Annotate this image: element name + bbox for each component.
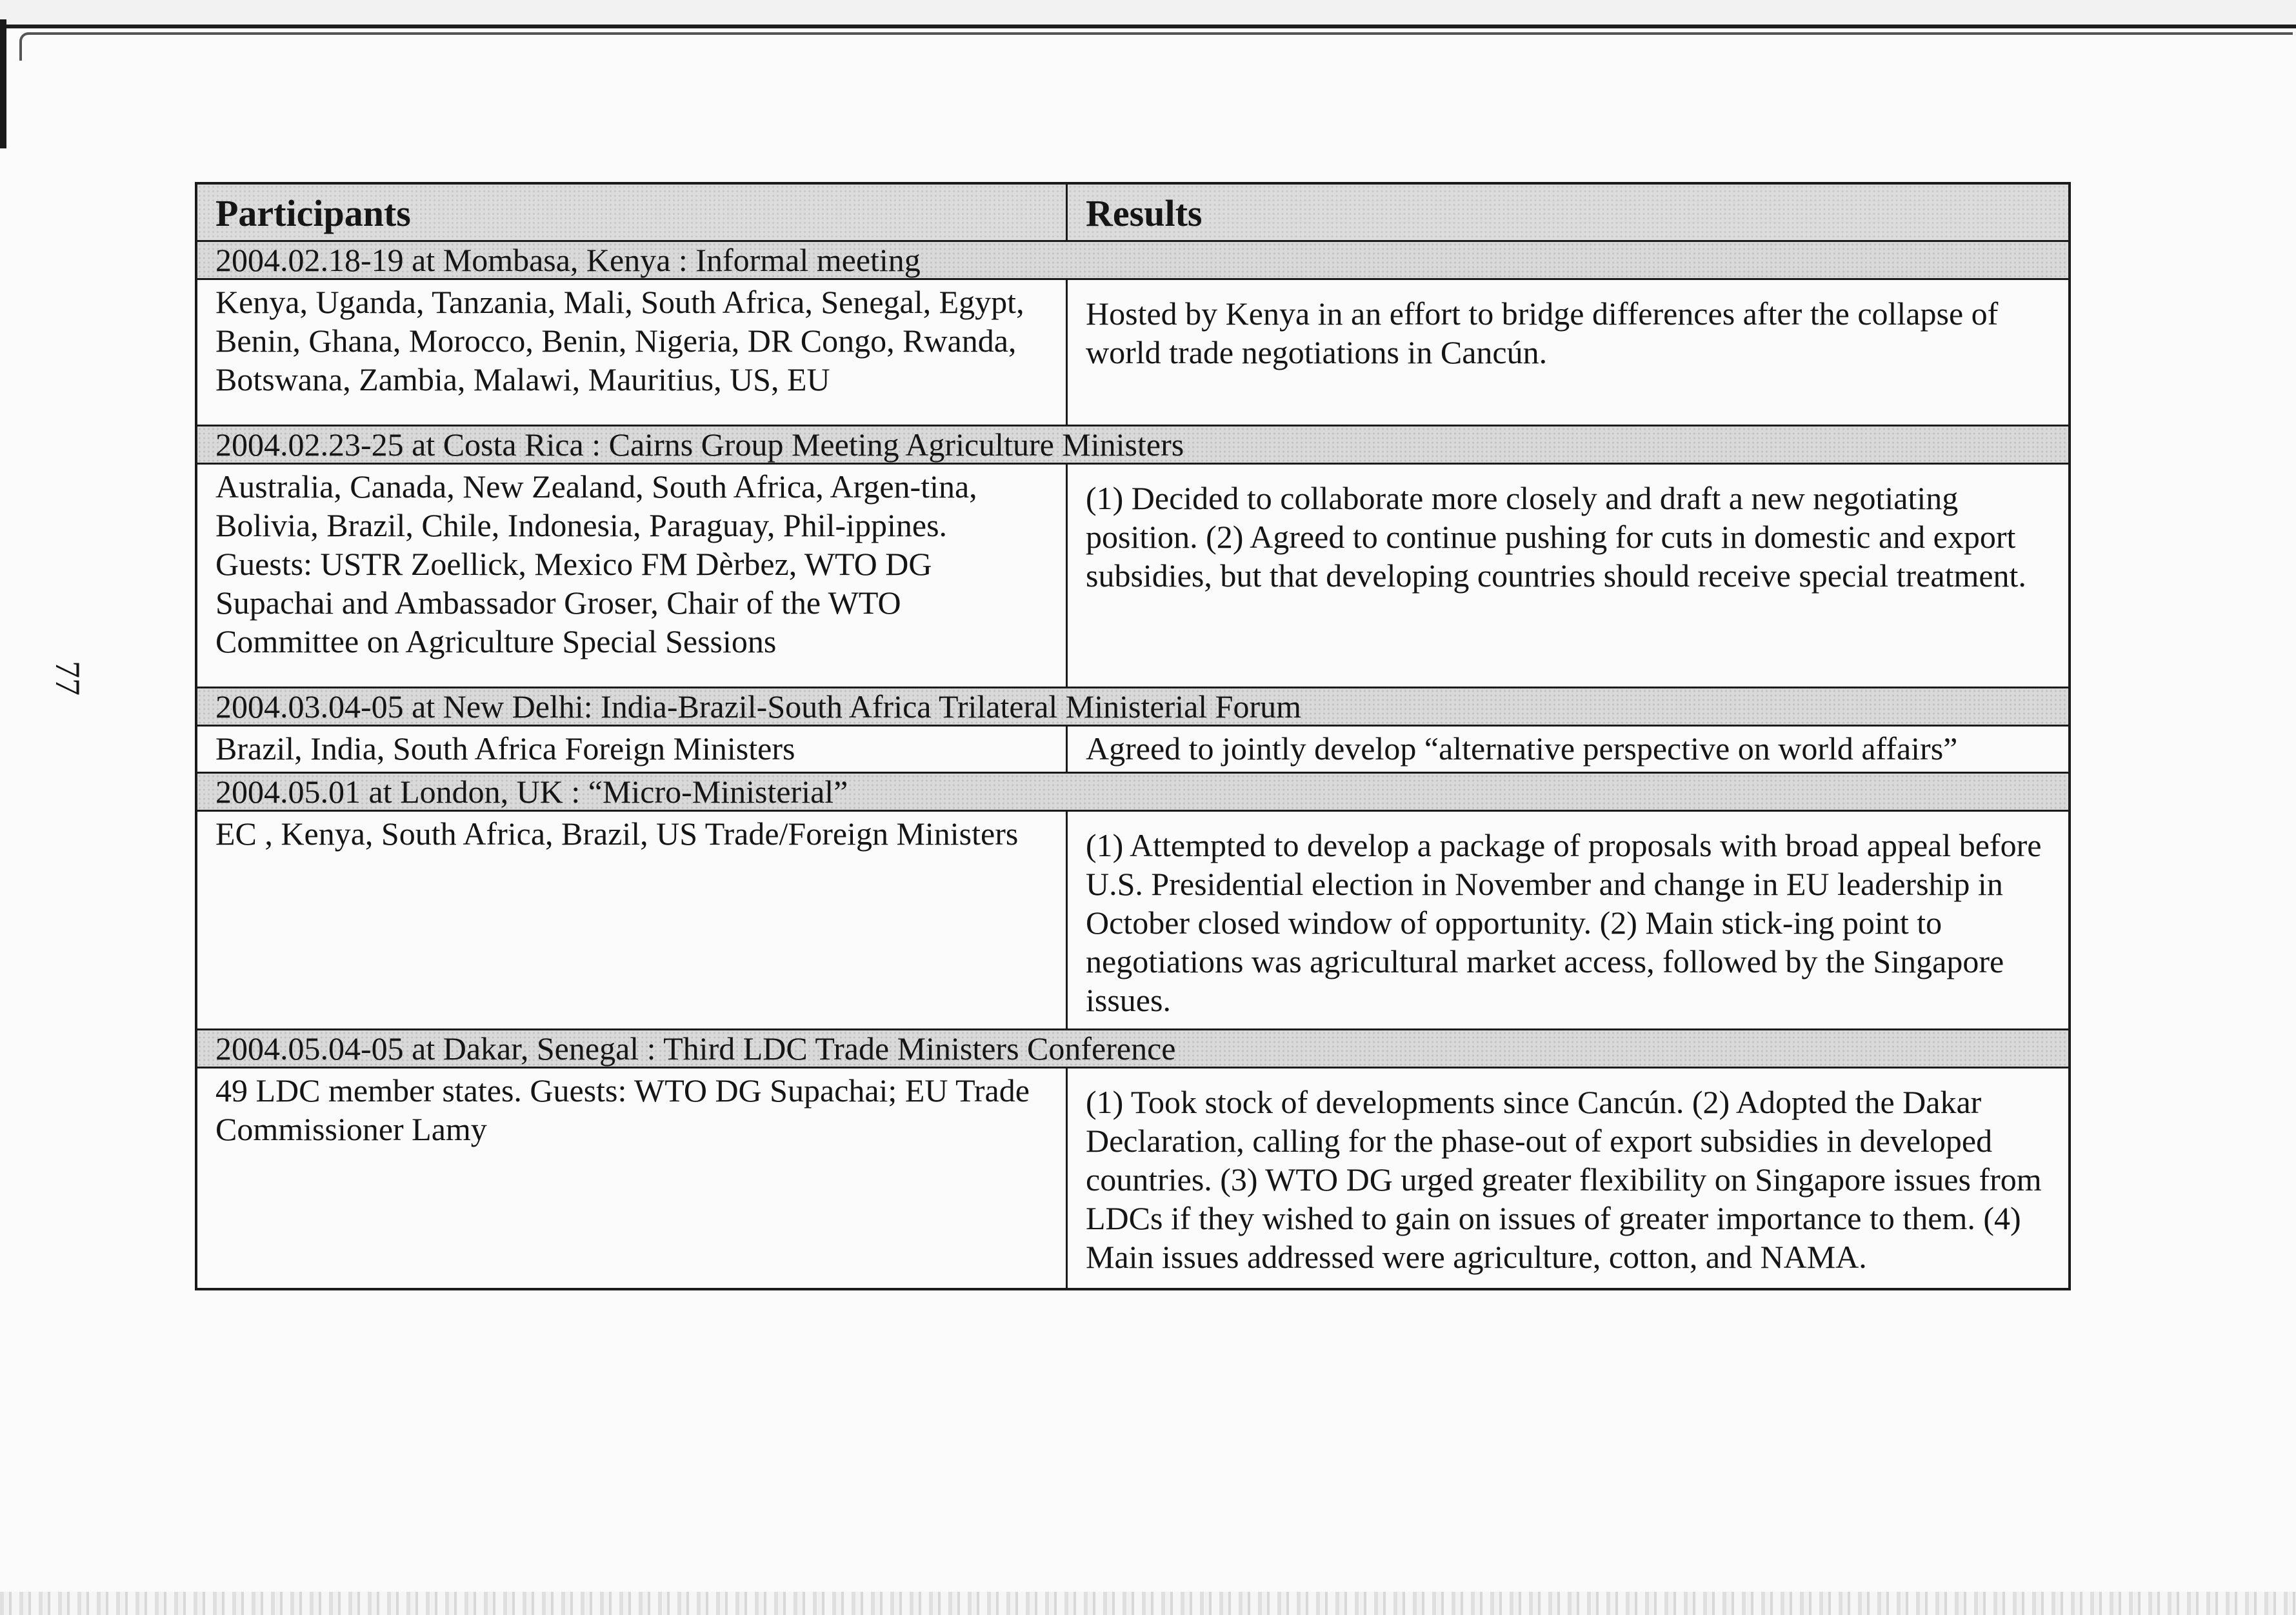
scan-bottom-edge — [0, 1592, 2296, 1615]
participants-cell: Kenya, Uganda, Tanzania, Mali, South Africa, Senegal, Egypt, Benin, Ghana, Morocco, Benin, Nigeria, DR Congo, Rwanda, Botswana, Zambia, Malawi, Mauritius, US, EU — [196, 279, 1067, 426]
header-row — [196, 183, 2070, 241]
page-number: 77 — [48, 661, 87, 696]
section-heading: 2004.03.04-05 at New Delhi: India-Brazil-South Africa Trilateral Ministerial Forum — [196, 688, 2070, 726]
results-cell: (1) Attempted to develop a package of proposals with broad appeal before U.S. Presidential election in November and change in EU leadership in October closed window of opportunity. (2) Main stick-ing point to negotiations was agricultural market access, followed by the Singapore issues. — [1067, 811, 2070, 1030]
table-row — [196, 279, 2070, 426]
participants-cell: EC , Kenya, South Africa, Brazil, US Trade/Foreign Ministers — [196, 811, 1067, 1030]
participants-cell: Brazil, India, South Africa Foreign Ministers — [196, 726, 1067, 773]
results-cell: (1) Decided to collaborate more closely and draft a new negotiating position. (2) Agreed to continue pushing for cuts in domestic and export subsidies, but that developing countries should receive special treatment. — [1067, 464, 2070, 688]
section-heading-row — [196, 773, 2070, 811]
section-heading: 2004.02.18-19 at Mombasa, Kenya : Informal meeting — [196, 241, 2070, 279]
section-heading-row — [196, 1030, 2070, 1068]
section-heading: 2004.05.04-05 at Dakar, Senegal : Third LDC Trade Ministers Conference — [196, 1030, 2070, 1068]
section-heading-row — [196, 241, 2070, 279]
section-heading: 2004.02.23-25 at Costa Rica : Cairns Group Meeting Agriculture Ministers — [196, 426, 2070, 464]
results-cell: (1) Took stock of developments since Cancún. (2) Adopted the Dakar Declaration, calling for the phase-out of export subsidies in developed countries. (3) WTO DG urged greater flexibility on Singapore issues from LDCs if they wished to gain on issues of greater importance to them. (4) Main issues addressed were agriculture, cotton, and NAMA. — [1067, 1068, 2070, 1290]
results-cell: Agreed to jointly develop “alternative perspective on world affairs” — [1067, 726, 2070, 773]
section-heading-row — [196, 426, 2070, 464]
section-heading: 2004.05.01 at London, UK : “Micro-Ministerial” — [196, 773, 2070, 811]
results-header: Results — [1067, 183, 2070, 241]
scan-left-edge — [0, 19, 6, 148]
table-row — [196, 811, 2070, 1030]
table-row — [196, 726, 2070, 773]
section-heading-row — [196, 688, 2070, 726]
scan-top-edge — [0, 0, 2296, 28]
meetings-table — [195, 182, 2071, 1290]
participants-header: Participants — [196, 183, 1067, 241]
results-cell: Hosted by Kenya in an effort to bridge differences after the collapse of world trade negotiations in Cancún. — [1067, 279, 2070, 426]
page-border-line — [19, 32, 2293, 61]
table-row — [196, 464, 2070, 688]
participants-cell: Australia, Canada, New Zealand, South Africa, Argen-tina, Bolivia, Brazil, Chile, Indonesia, Paraguay, Phil-ippines. Guests: USTR Zoellick, Mexico FM Dèrbez, WTO DG Supachai and Ambassador Groser, Chair of the WTO Committee on Agriculture Special Sessions — [196, 464, 1067, 688]
table-row — [196, 1068, 2070, 1290]
participants-cell: 49 LDC member states. Guests: WTO DG Supachai; EU Trade Commissioner Lamy — [196, 1068, 1067, 1290]
